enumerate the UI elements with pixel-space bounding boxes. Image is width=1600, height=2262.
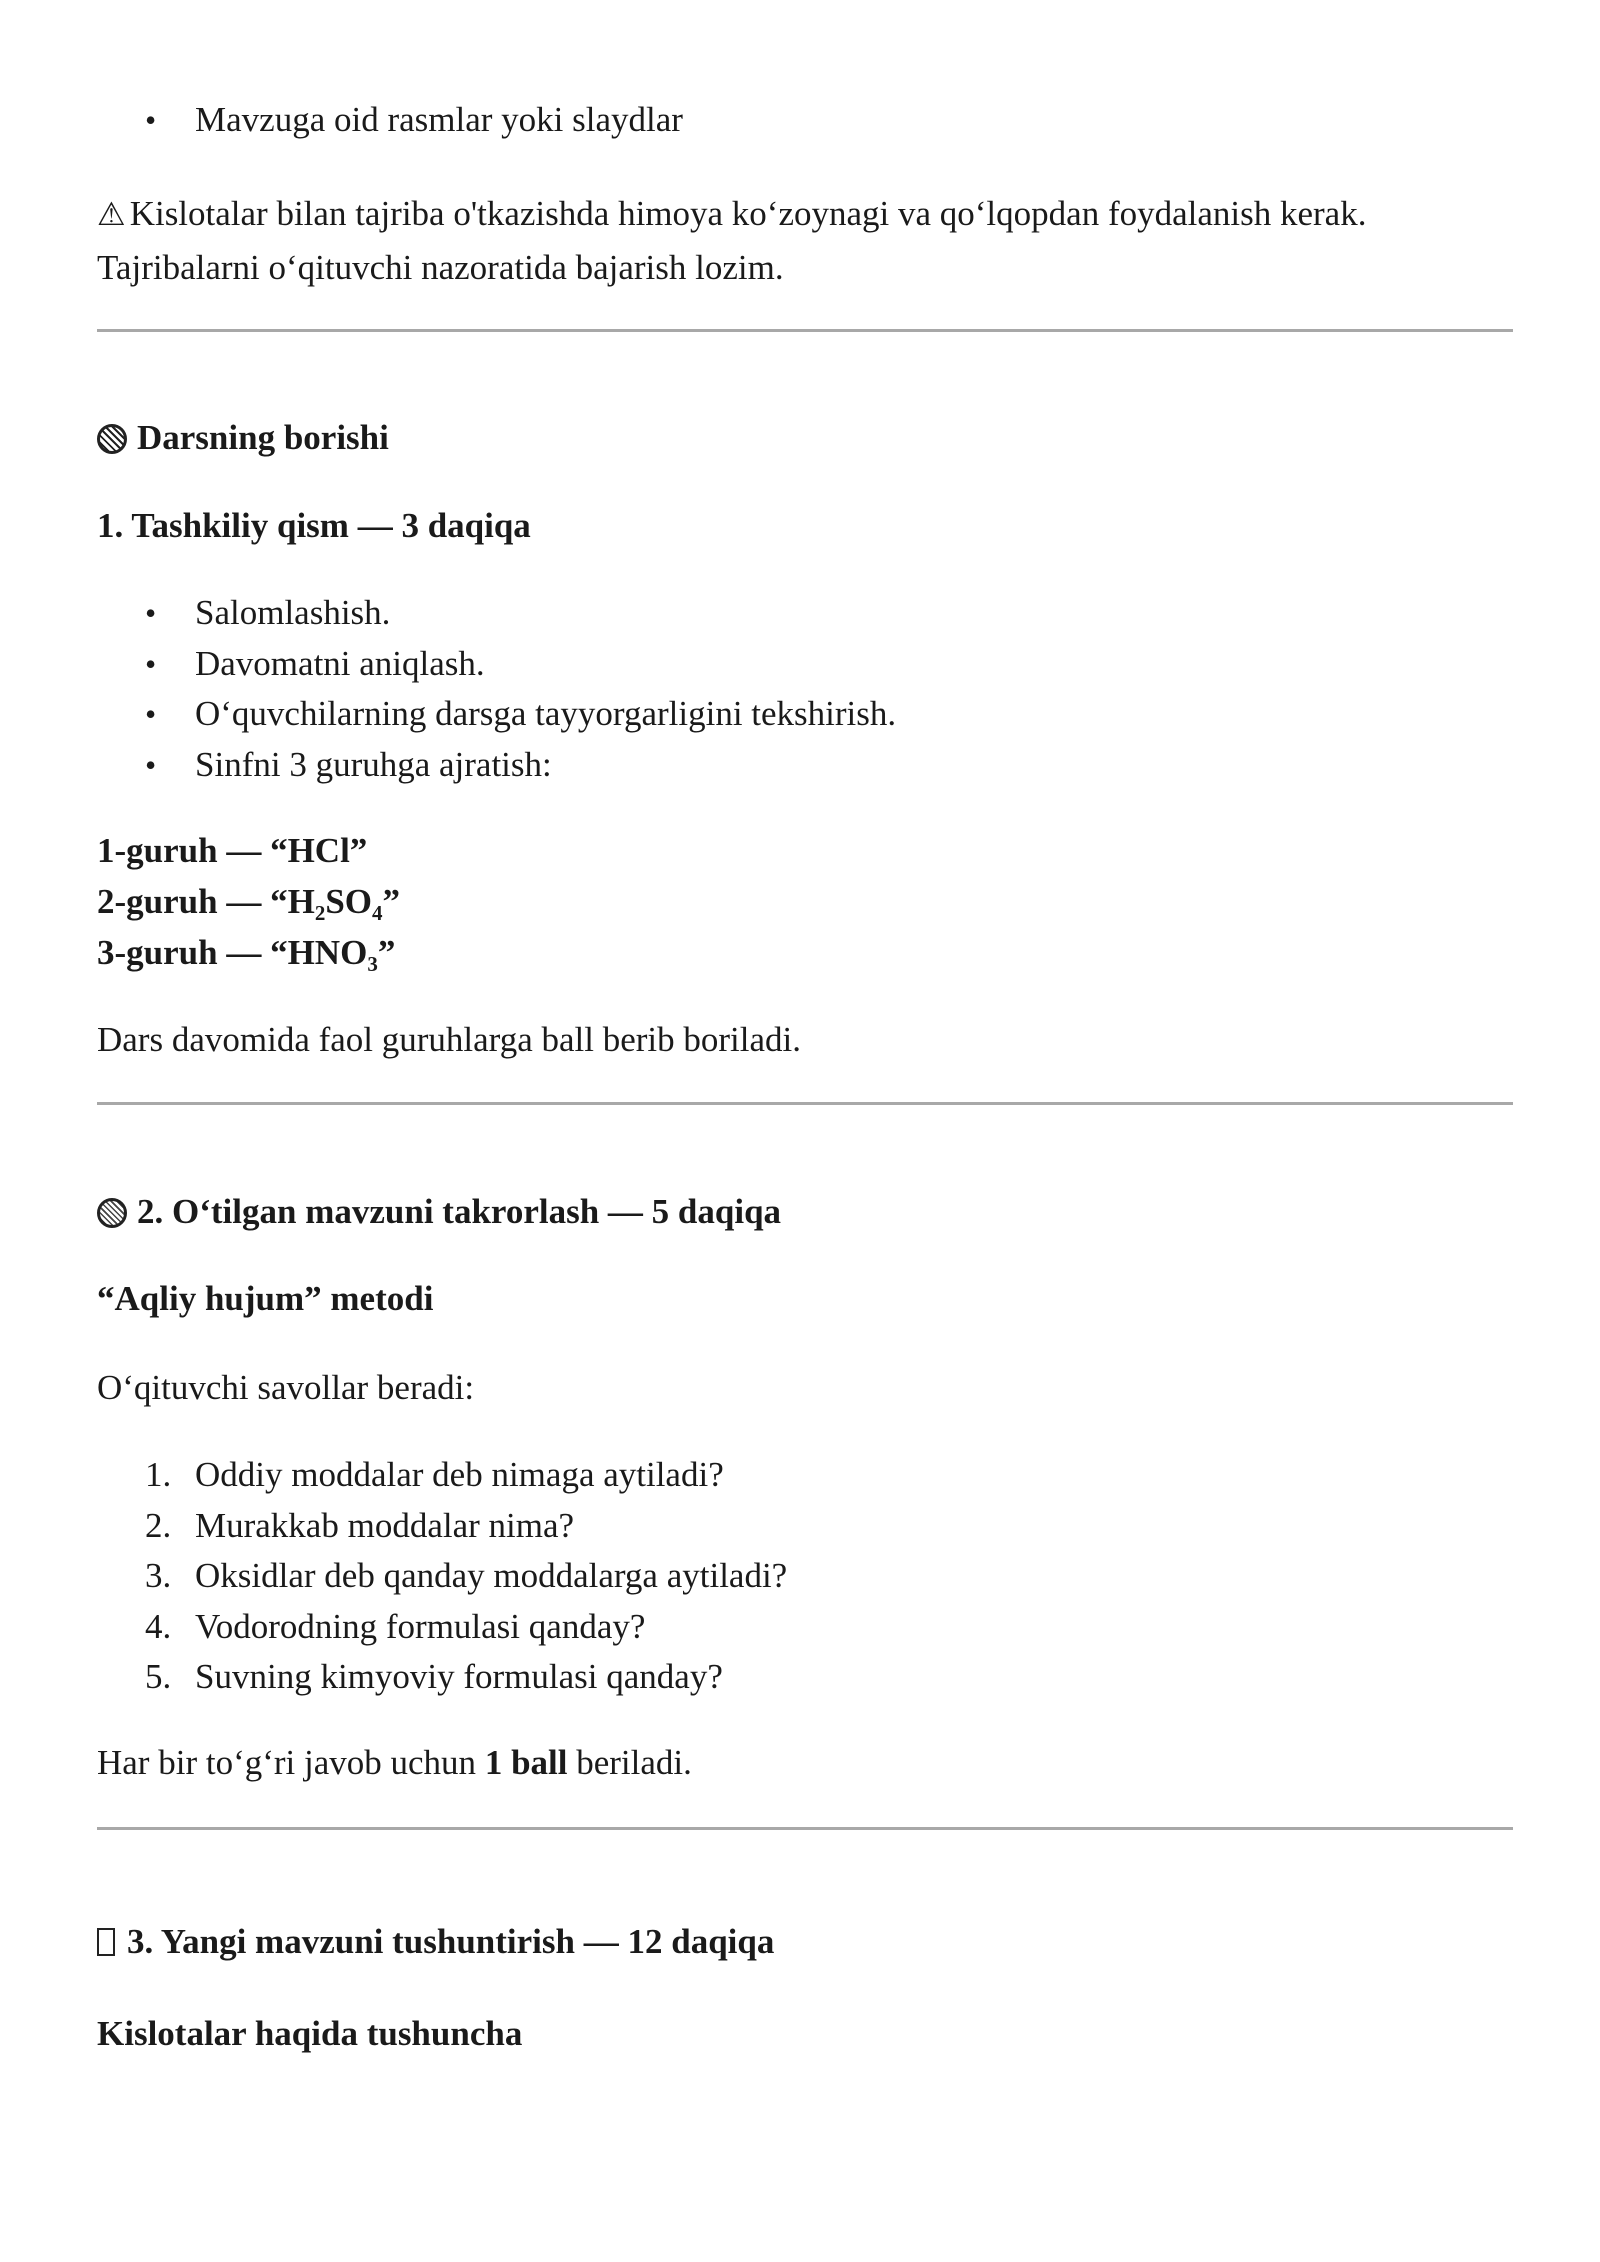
- method-title: “Aqliy hujum” metodi: [97, 1279, 434, 1318]
- hatched-circle-icon: [97, 424, 127, 454]
- section-divider: [97, 1102, 1513, 1105]
- item-text: Murakkab moddalar nima?: [195, 1505, 575, 1545]
- list-item: • Davomatni aniqlash.: [97, 639, 1513, 690]
- hatched-circle-icon: [97, 1198, 127, 1228]
- list-item: • O‘quvchilarning darsga tayyorgarligini tekshirish.: [97, 689, 1513, 740]
- part1-bullets: [97, 588, 1513, 790]
- item-number: 5.: [145, 1657, 172, 1696]
- list-item: [97, 1652, 1513, 1703]
- group-2-suffix: ”: [382, 882, 401, 921]
- subscript: 2: [314, 901, 326, 925]
- score-bold: 1 ball: [484, 1743, 568, 1782]
- section-title: Darsning borishi: [137, 418, 389, 457]
- list-item: [97, 1551, 1513, 1602]
- item-text: Oddiy moddalar deb nimaga aytiladi?: [195, 1455, 724, 1494]
- item-text: Vodorodning formulasi qanday?: [195, 1606, 646, 1646]
- part1-heading: 1. Tashkiliy qism — 3 daqiqa: [97, 506, 531, 545]
- warning-line-1: [97, 188, 1513, 240]
- question-list: [97, 1450, 1513, 1703]
- list-item: [97, 1501, 1513, 1552]
- item-number: 3.: [145, 1556, 172, 1595]
- group-1: 1-guruh — “HCl”: [97, 831, 368, 870]
- missing-glyph-box-icon: [97, 1928, 115, 1956]
- part2-title: 2. O‘tilgan mavzuni takrorlash — 5 daqiqa: [137, 1192, 782, 1231]
- subscript: 3: [367, 952, 378, 976]
- group-3-prefix: 3-guruh — “HNO: [97, 933, 368, 972]
- section-heading-course: [97, 412, 389, 463]
- item-number: 1.: [145, 1455, 172, 1494]
- score-pre: Har bir to‘g‘ri javob uchun: [97, 1743, 485, 1782]
- part3-subtitle: Kislotalar haqida tushuncha: [97, 2014, 523, 2053]
- part3-title: 3. Yangi mavzuni tushuntirish — 12 daqiqa: [127, 1922, 775, 1961]
- section-divider: [97, 329, 1513, 332]
- item-text: Suvning kimyoviy formulasi qanday?: [195, 1657, 723, 1696]
- item-text: Oksidlar deb qanday moddalarga aytiladi?: [195, 1556, 788, 1595]
- questions-intro: O‘qituvchi savollar beradi:: [97, 1368, 475, 1407]
- group-3-suffix: ”: [377, 933, 396, 972]
- part3-heading: [97, 1916, 774, 1967]
- part2-heading: [97, 1186, 781, 1237]
- item-number: 2.: [145, 1505, 172, 1545]
- list-item: • Mavzuga oid rasmlar yoki slaydlar: [97, 95, 1513, 146]
- group-2-mid: SO: [325, 882, 373, 921]
- safety-warning: [97, 188, 1513, 293]
- group-3: [97, 927, 1513, 978]
- part1-note: Dars davomida faol guruhlarga ball berib boriladi.: [97, 1020, 801, 1059]
- list-item: • Salomlashish.: [97, 588, 1513, 639]
- warning-line-2: Tajribalarni o‘qituvchi nazoratida bajarish lozim.: [97, 248, 784, 287]
- group-2-prefix: 2-guruh — “H: [97, 882, 315, 921]
- warning-icon: ⚠: [97, 195, 126, 233]
- section-divider: [97, 1827, 1513, 1830]
- materials-list: [97, 95, 1513, 146]
- list-item: • Sinfni 3 guruhga ajratish:: [97, 740, 1513, 791]
- subscript: 4: [372, 901, 383, 925]
- group-2: [97, 876, 1513, 927]
- warning-text: Kislotalar bilan tajriba o'tkazishda himoya ko‘zoynagi va qo‘lqopdan foydalanish kerak.: [129, 194, 1367, 233]
- list-item: [97, 1602, 1513, 1653]
- group-list: [97, 825, 1513, 978]
- score-post: beriladi.: [567, 1743, 692, 1782]
- score-note: [97, 1737, 692, 1788]
- list-item: [97, 1450, 1513, 1501]
- item-number: 4.: [145, 1606, 172, 1646]
